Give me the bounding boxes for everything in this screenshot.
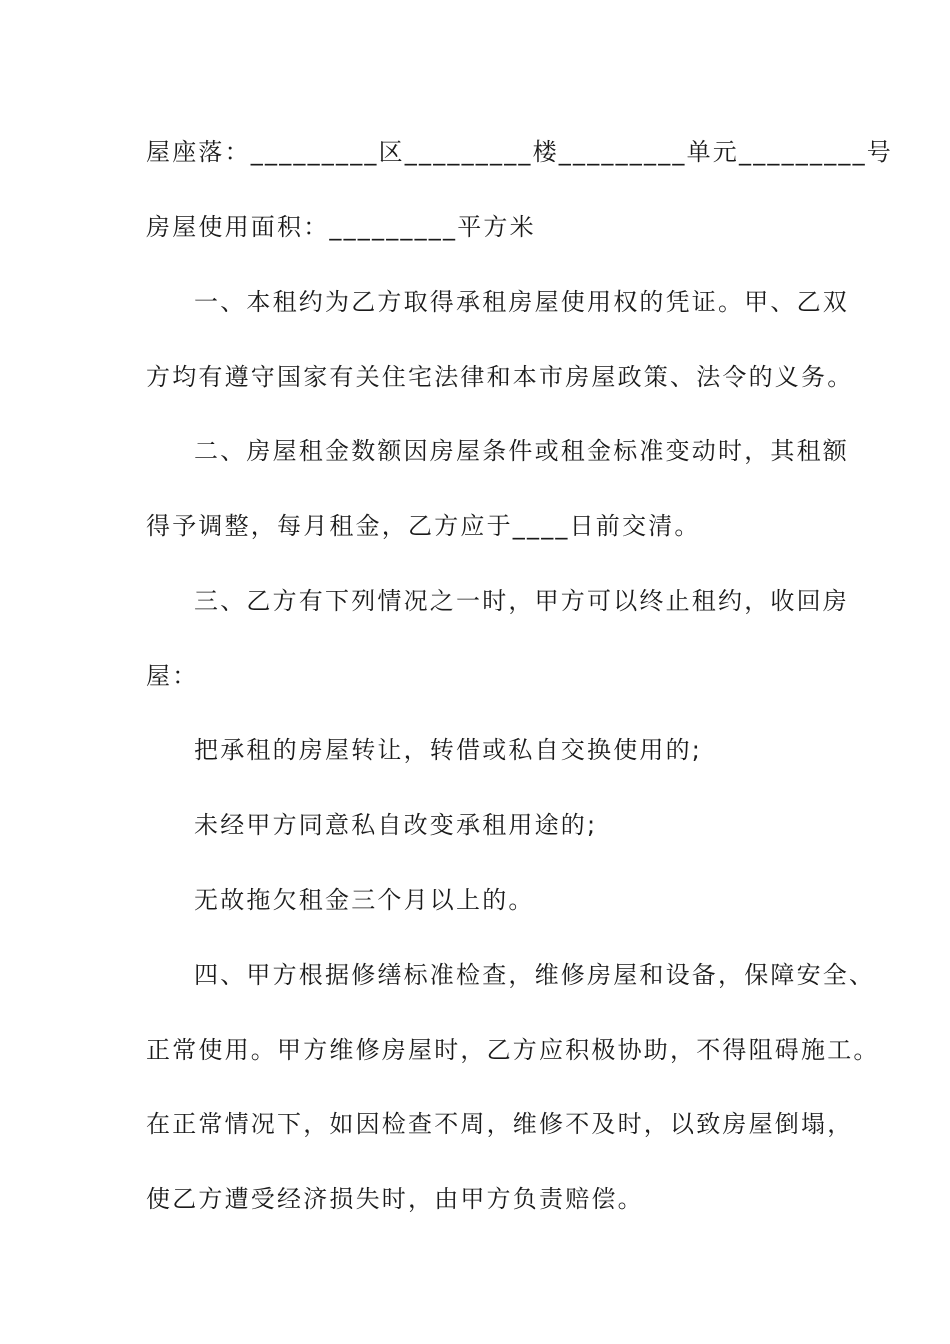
clause-3-item-2: 未经甲方同意私自改变承租用途的; <box>194 811 598 839</box>
area-line: 房屋使用面积：_________平方米 <box>146 213 536 241</box>
clause-4-line-4: 使乙方遭受经济损失时，由甲方负责赔偿。 <box>146 1185 644 1213</box>
clause-3-line-2: 屋： <box>146 662 199 690</box>
clause-4-line-2: 正常使用。甲方维修房屋时，乙方应积极协助，不得阻碍施工。 <box>146 1036 880 1064</box>
clause-3-line-1: 三、乙方有下列情况之一时，甲方可以终止租约，收回房 <box>194 587 849 615</box>
clause-4-line-3: 在正常情况下，如因检查不周，维修不及时，以致房屋倒塌， <box>146 1110 854 1138</box>
clause-4-line-1: 四、甲方根据修缮标准检查，维修房屋和设备，保障安全、 <box>194 961 876 989</box>
clause-2-line-2: 得予调整，每月租金，乙方应于____日前交清。 <box>146 512 701 540</box>
clause-1-line-1: 一、本租约为乙方取得承租房屋使用权的凭证。甲、乙双 <box>194 288 849 316</box>
clause-1-line-2: 方均有遵守国家有关住宅法律和本市房屋政策、法令的义务。 <box>146 363 854 391</box>
clause-2-line-1: 二、房屋租金数额因房屋条件或租金标准变动时，其租额 <box>194 437 849 465</box>
clause-3-item-1: 把承租的房屋转让，转借或私自交换使用的; <box>194 736 703 764</box>
clause-3-item-3: 无故拖欠租金三个月以上的。 <box>194 886 535 914</box>
address-line: 屋座落：_________区_________楼_________单元_________号 <box>146 138 893 166</box>
